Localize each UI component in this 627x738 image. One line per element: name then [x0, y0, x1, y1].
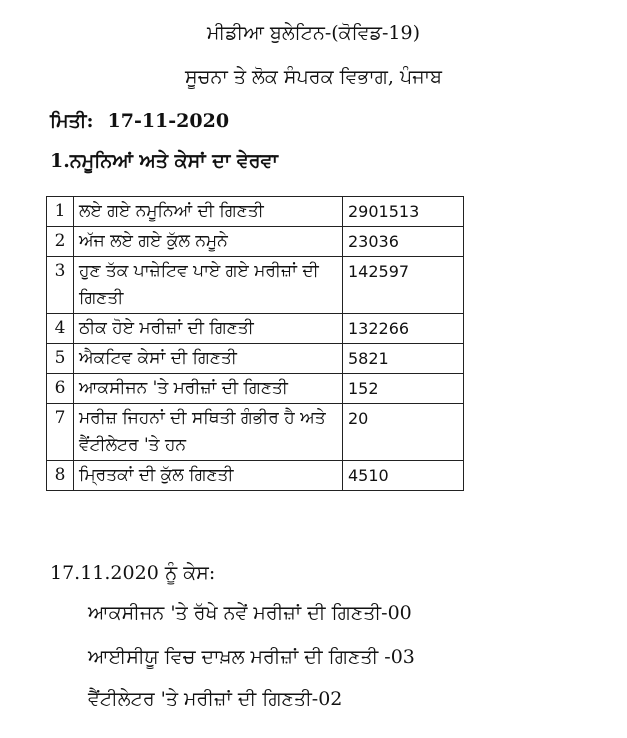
row-label: ਲਏ ਗਏ ਨਮੂਨਿਆਂ ਦੀ ਗਿਣਤੀ: [74, 197, 343, 227]
date-label: ਮਿਤੀ:: [50, 110, 94, 132]
row-label: ਮਰੀਜ਼ ਜਿਹਨਾਂ ਦੀ ਸਥਿਤੀ ਗੰਭੀਰ ਹੈ ਅਤੇ ਵੈਂਟੀਲੇਟਰ 'ਤੇ ਹਨ: [74, 404, 343, 461]
row-number: 2: [47, 227, 74, 257]
row-value: 23036: [343, 227, 464, 257]
section-heading: 1.ਨਮੂਨਿਆਂ ਅਤੇ ਕੇਸਾਂ ਦਾ ਵੇਰਵਾ: [50, 150, 278, 172]
row-value: 20: [343, 404, 464, 461]
row-label: ਹੁਣ ਤੱਕ ਪਾਜ਼ੇਟਿਵ ਪਾਏ ਗਏ ਮਰੀਜ਼ਾਂ ਦੀ ਗਿਣਤੀ: [74, 257, 343, 314]
table-row: [47, 344, 464, 374]
row-number: 1: [47, 197, 74, 227]
table-row: [47, 374, 464, 404]
table-row: [47, 257, 464, 314]
row-label: ਮ੍ਰਿਤਕਾਂ ਦੀ ਕੁੱਲ ਗਿਣਤੀ: [74, 461, 343, 491]
row-value: 2901513: [343, 197, 464, 227]
table-row: [47, 461, 464, 491]
table-row: [47, 197, 464, 227]
row-value: 132266: [343, 314, 464, 344]
row-label: ਐਕਟਿਵ ਕੇਸਾਂ ਦੀ ਗਿਣਤੀ: [74, 344, 343, 374]
row-number: 7: [47, 404, 74, 461]
oxygen-new-patients-line: ਆਕਸੀਜਨ 'ਤੇ ਰੱਖੇ ਨਵੇਂ ਮਰੀਜ਼ਾਂ ਦੀ ਗਿਣਤੀ-00: [88, 602, 412, 624]
table-row: [47, 227, 464, 257]
table-row: [47, 314, 464, 344]
summary-table: [46, 196, 464, 491]
row-number: 8: [47, 461, 74, 491]
bulletin-title: ਮੀਡੀਆ ਬੁਲੇਟਿਨ-(ਕੋਵਿਡ-19): [206, 22, 421, 44]
row-label: ਆਕਸੀਜਨ 'ਤੇ ਮਰੀਜ਼ਾਂ ਦੀ ਗਿਣਤੀ: [74, 374, 343, 404]
table-row: [47, 404, 464, 461]
row-value: 142597: [343, 257, 464, 314]
row-value: 4510: [343, 461, 464, 491]
row-number: 3: [47, 257, 74, 314]
row-label: ਠੀਕ ਹੋਏ ਮਰੀਜ਼ਾਂ ਦੀ ਗਿਣਤੀ: [74, 314, 343, 344]
row-number: 4: [47, 314, 74, 344]
row-number: 6: [47, 374, 74, 404]
row-label: ਅੱਜ ਲਏ ਗਏ ਕੁੱਲ ਨਮੂਨੇ: [74, 227, 343, 257]
date-value: 17-11-2020: [107, 110, 230, 132]
row-value: 5821: [343, 344, 464, 374]
department-name: ਸੂਚਨਾ ਤੇ ਲੋਕ ਸੰਪਰਕ ਵਿਭਾਗ, ਪੰਜਾਬ: [185, 66, 442, 88]
row-value: 152: [343, 374, 464, 404]
date-line: [50, 110, 229, 132]
cases-heading: 17.11.2020 ਨੂੰ ਕੇਸ:: [50, 562, 216, 584]
ventilator-patients-line: ਵੈਂਟੀਲੇਟਰ 'ਤੇ ਮਰੀਜ਼ਾਂ ਦੀ ਗਿਣਤੀ-02: [88, 688, 343, 710]
row-number: 5: [47, 344, 74, 374]
icu-admitted-line: ਆਈਸੀਯੂ ਵਿਚ ਦਾਖ਼ਲ ਮਰੀਜ਼ਾਂ ਦੀ ਗਿਣਤੀ -03: [88, 646, 415, 668]
